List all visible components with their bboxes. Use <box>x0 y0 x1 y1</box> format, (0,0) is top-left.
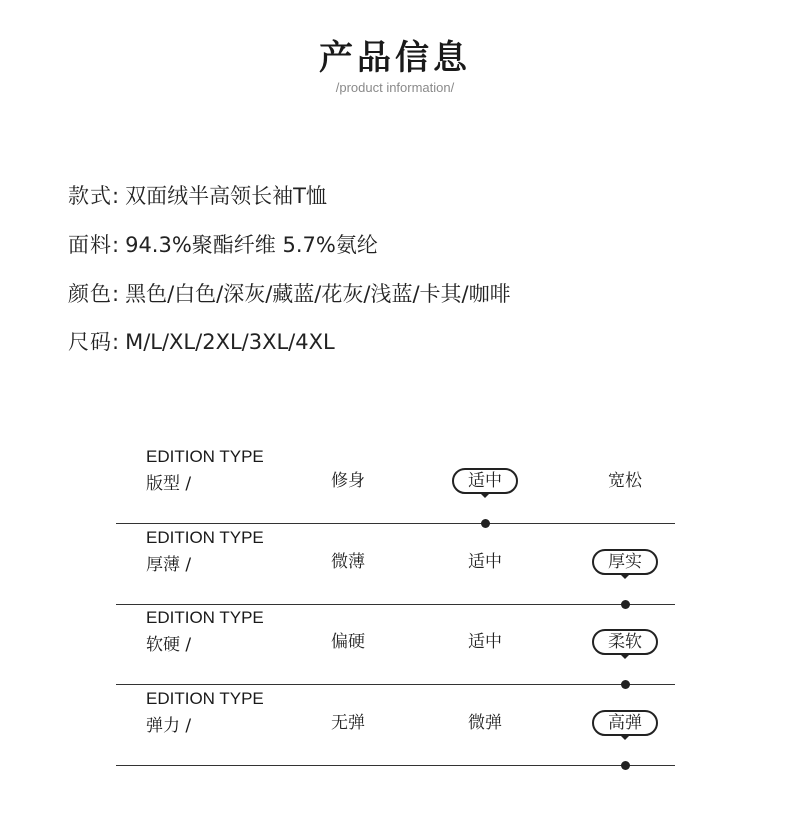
option-label: 微弹 <box>468 713 502 733</box>
page-title: 产品信息 <box>319 38 471 78</box>
spec-value: 黑色/白色/深灰/藏蓝/花灰/浅蓝/卡其/咖啡 <box>125 282 511 306</box>
attribute-option <box>308 629 388 655</box>
spec-colors <box>68 278 511 308</box>
attribute-option <box>308 549 388 575</box>
attribute-option <box>585 468 665 494</box>
spec-label: 面料 <box>68 233 112 257</box>
attribute-type-cn: 软硬 / <box>146 635 192 655</box>
attribute-row <box>116 443 675 524</box>
spec-separator: : <box>112 282 120 306</box>
spec-separator: : <box>112 233 120 257</box>
spec-label: 款式 <box>68 184 112 208</box>
page-subtitle: /product information/ <box>335 80 455 95</box>
attribute-type-cn: 弹力 / <box>146 716 192 736</box>
option-label: 适中 <box>468 552 502 572</box>
spec-style <box>68 180 327 210</box>
spec-label: 颜色 <box>68 282 112 306</box>
attribute-row <box>116 524 675 605</box>
attribute-option-selected <box>585 549 665 575</box>
attribute-row <box>116 604 675 685</box>
spec-value: 双面绒半高领长袖T恤 <box>125 184 327 208</box>
attribute-option-selected <box>585 629 665 655</box>
spec-sizes <box>68 326 335 356</box>
spec-fabric <box>68 229 378 259</box>
row-divider <box>116 765 675 766</box>
option-label: 微薄 <box>331 552 365 572</box>
option-label: 修身 <box>331 471 365 491</box>
selected-option-pill: 适中 <box>452 468 518 494</box>
attribute-option <box>445 710 525 736</box>
attribute-option-selected <box>445 468 525 494</box>
spec-separator: : <box>112 330 120 354</box>
selected-option-pill: 厚实 <box>592 549 658 575</box>
option-label: 偏硬 <box>331 632 365 652</box>
spec-label: 尺码 <box>68 330 112 354</box>
attribute-type-en: EDITION TYPE <box>146 447 264 466</box>
spec-value: 94.3%聚酯纤维 5.7%氨纶 <box>125 233 378 257</box>
attribute-option <box>308 468 388 494</box>
selected-option-pill: 高弹 <box>592 710 658 736</box>
spec-value: M/L/XL/2XL/3XL/4XL <box>125 330 335 354</box>
selected-option-pill: 柔软 <box>592 629 658 655</box>
attribute-type-cn: 厚薄 / <box>146 555 192 575</box>
selection-marker-dot <box>621 761 630 770</box>
attribute-option <box>308 710 388 736</box>
option-label: 适中 <box>468 632 502 652</box>
attribute-type-cn: 版型 / <box>146 474 192 494</box>
option-label: 宽松 <box>608 471 642 491</box>
attribute-row <box>116 685 675 766</box>
attribute-option-selected <box>585 710 665 736</box>
attribute-type-en: EDITION TYPE <box>146 689 264 708</box>
attribute-type-en: EDITION TYPE <box>146 528 264 547</box>
attribute-type-en: EDITION TYPE <box>146 608 264 627</box>
spec-separator: : <box>112 184 120 208</box>
option-label: 无弹 <box>331 713 365 733</box>
attribute-option <box>445 549 525 575</box>
attribute-option <box>445 629 525 655</box>
